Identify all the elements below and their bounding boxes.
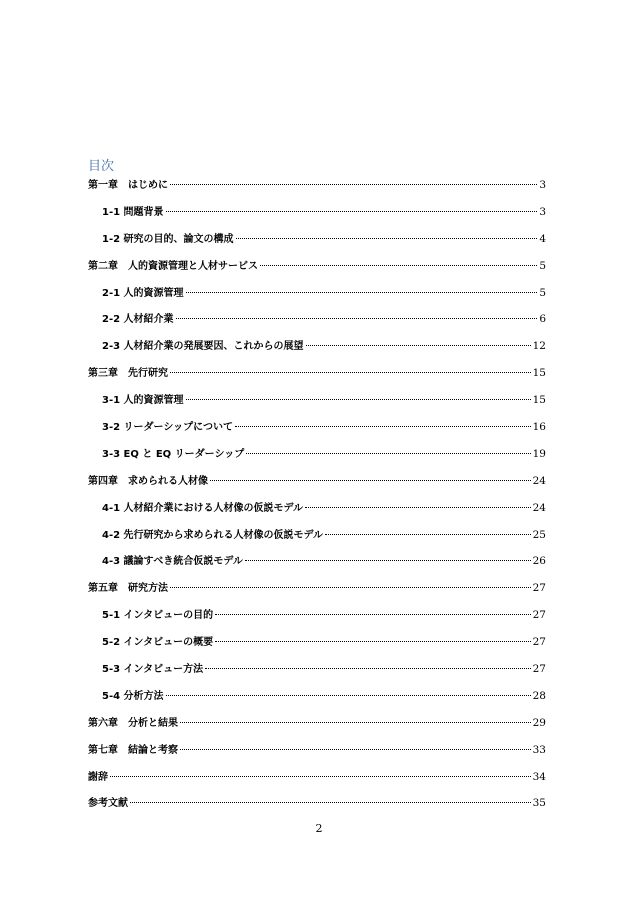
dot-leader (306, 345, 531, 346)
toc-entry-page: 27 (532, 663, 546, 676)
dot-leader (236, 238, 538, 239)
toc-entry-page: 16 (532, 421, 546, 434)
toc-entry[interactable] (88, 312, 546, 339)
toc-entry-page: 27 (532, 609, 546, 622)
toc-entry-label: 第二章 人的資源管理と人材サービス (88, 260, 258, 272)
toc-entry-page: 28 (532, 689, 546, 702)
dot-leader (170, 372, 531, 373)
toc-entry[interactable] (88, 689, 546, 716)
toc-entry-page: 27 (532, 582, 546, 595)
toc-entry-label: 第三章 先行研究 (88, 368, 168, 380)
toc-entry[interactable] (88, 339, 546, 366)
toc-entry[interactable] (88, 178, 546, 205)
dot-leader (180, 749, 531, 750)
toc-entry-page: 35 (532, 797, 546, 810)
toc-entry-page: 5 (539, 259, 546, 272)
toc-entry-label: 5-4 分析方法 (102, 690, 164, 702)
toc-entry-label: 3-3 EQ と EQ リーダーシップ (102, 448, 245, 460)
toc-entry-label: 3-1 人的資源管理 (102, 395, 184, 407)
toc-entry[interactable] (88, 205, 546, 232)
toc-entry-label: 5-3 インタビュー方法 (102, 664, 204, 676)
toc-entry[interactable] (88, 554, 546, 581)
toc-entry[interactable] (88, 581, 546, 608)
dot-leader (110, 776, 531, 777)
toc-entry-label: 第七章 結論と考察 (88, 744, 178, 756)
toc-entry-page: 27 (532, 636, 546, 649)
toc-entry-label: 2-3 人材紹介業の発展要因、これからの展望 (102, 341, 304, 353)
toc-entry[interactable] (88, 232, 546, 259)
toc-entry[interactable] (88, 662, 546, 689)
toc-entry[interactable] (88, 393, 546, 420)
toc-entry-label: 謝辞 (88, 771, 108, 783)
dot-leader (260, 265, 537, 266)
dot-leader (170, 184, 537, 185)
dot-leader (166, 695, 531, 696)
toc-entry[interactable] (88, 796, 546, 823)
dot-leader (305, 507, 531, 508)
toc-entry-label: 4-3 議論すべき統合仮説モデル (102, 556, 243, 568)
toc-entry[interactable] (88, 366, 546, 393)
toc-entry-page: 29 (532, 716, 546, 729)
toc-entry-page: 24 (532, 474, 546, 487)
dot-leader (176, 318, 538, 319)
toc-entry-label: 参考文献 (88, 798, 128, 810)
toc-entry[interactable] (88, 716, 546, 743)
toc-entry-label: 第一章 はじめに (88, 180, 168, 191)
toc-entry-page: 26 (532, 555, 546, 568)
dot-leader (186, 399, 531, 400)
dot-leader (246, 453, 530, 454)
toc-entry-page: 6 (539, 313, 546, 326)
toc-entry[interactable] (88, 447, 546, 474)
toc-entry-label: 第四章 求められる人材像 (88, 475, 208, 487)
toc-entry-page: 15 (532, 394, 546, 407)
toc-entry[interactable] (88, 259, 546, 286)
toc-entry-label: 1-2 研究の目的、論文の構成 (102, 233, 234, 245)
toc-entry-page: 19 (532, 447, 546, 460)
toc-entry-label: 第六章 分析と結果 (88, 717, 178, 729)
dot-leader (235, 426, 531, 427)
dot-leader (215, 614, 530, 615)
toc-entry[interactable] (88, 474, 546, 501)
toc-entry[interactable] (88, 770, 546, 797)
toc-entry[interactable] (88, 608, 546, 635)
dot-leader (166, 211, 538, 212)
toc-entry-label: 4-1 人材紹介業における人材像の仮説モデル (102, 502, 304, 514)
toc-entry-page: 4 (539, 232, 546, 245)
toc-entry[interactable] (88, 743, 546, 770)
dot-leader (245, 560, 531, 561)
toc-entry-label: 5-2 インタビューの概要 (102, 637, 214, 649)
dot-leader (325, 534, 531, 535)
dot-leader (215, 641, 530, 642)
toc-entry-page: 3 (539, 205, 546, 218)
toc-entry-label: 2-1 人的資源管理 (102, 287, 184, 299)
toc-entry-label: 3-2 リーダーシップについて (102, 422, 233, 434)
toc-entry-page: 24 (532, 501, 546, 514)
toc-entry-page: 12 (532, 340, 546, 353)
toc-entry[interactable] (88, 528, 546, 555)
toc-entry[interactable] (88, 635, 546, 662)
toc-entry[interactable] (88, 420, 546, 447)
toc-entry-page: 3 (539, 179, 546, 191)
dot-leader (205, 668, 530, 669)
dot-leader (180, 722, 531, 723)
toc-entry-page: 25 (532, 528, 546, 541)
toc-entry-label: 第五章 研究方法 (88, 583, 168, 595)
dot-leader (130, 802, 531, 803)
table-of-contents (88, 178, 546, 823)
toc-entry-page: 15 (532, 367, 546, 380)
toc-heading: 目次 (88, 159, 115, 174)
toc-entry-page: 34 (532, 770, 546, 783)
page-number: 2 (315, 822, 323, 835)
toc-entry[interactable] (88, 501, 546, 528)
toc-entry-page: 5 (539, 286, 546, 299)
toc-entry[interactable] (88, 286, 546, 313)
dot-leader (186, 292, 538, 293)
dot-leader (170, 587, 531, 588)
toc-entry-label: 1-1 問題背景 (102, 206, 164, 218)
dot-leader (210, 480, 531, 481)
toc-entry-label: 4-2 先行研究から求められる人材像の仮説モデル (102, 529, 324, 541)
toc-entry-label: 2-2 人材紹介業 (102, 314, 174, 326)
toc-entry-label: 5-1 インタビューの目的 (102, 610, 214, 622)
toc-entry-page: 33 (532, 743, 546, 756)
